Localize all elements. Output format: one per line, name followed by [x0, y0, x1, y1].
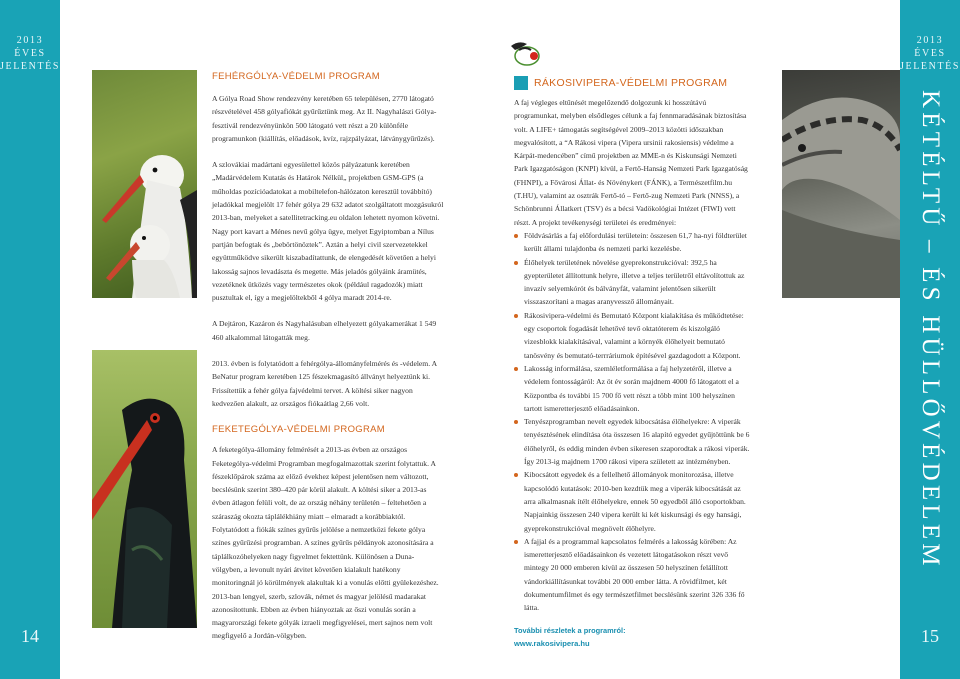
list-item: Földvásárlás a faj előfordulási területein: összesen 61,7 ha-nyi földterület került állami tulajdonba és nemzeti parki kezelésbe.	[514, 229, 750, 256]
viper-section-heading	[514, 76, 750, 90]
right-report-header	[900, 34, 960, 73]
black-stork-photo	[92, 350, 197, 628]
black-stork-section-title: FEKETEGÓLYA-VÉDELMI PROGRAM	[212, 424, 385, 436]
left-header-label: JELENTÉS	[0, 61, 61, 72]
white-stork-illustration	[92, 70, 197, 298]
more-info-label: További részletek a programról:	[514, 625, 626, 635]
left-header-year: 2013 ÉVES	[14, 35, 46, 59]
viper-illustration	[782, 70, 900, 298]
list-item: Élőhelyek területének növelése gyeprekonstrukcióval: 392,5 ha gyepterületet állítottunk helyre, illetve a teljes területről eltávolítottuk az invazív selyemkórót és bálványfát, valamint jelentősen sikerült visszaszorítani a magas aranyvessző állományait.	[514, 256, 750, 309]
white-stork-paragraph: 2013. évben is folytatódott a fehérgólya-állományfelmérés és -védelem. A BeNatur program keretében 125 fészekmagasító állványt helyeztünk ki. Frissítettük a fehér gólya fajvédelmi tervet. A költési siker nagyon kedvezően alakult, az országos fiókaátlag 2,66 volt.	[212, 359, 437, 408]
viper-results-list	[514, 229, 750, 615]
left-text-column	[212, 70, 444, 643]
bird-logo-icon	[505, 36, 543, 68]
white-stork-paragraph: A Gólya Road Show rendezvény keretében 65 településen, 2770 látogató részvételével 458 gólyafiókát gyűrűztünk meg. Az II. Nagyhalászi Gólya-fesztivál rendezvényünkön 500 látogató vett részt a 20 különféle programunkon (kiállítás, előadások, kvíz, rajzpályázat, látványgyűrűzés).	[212, 94, 437, 143]
right-header-label: JELENTÉS	[900, 61, 960, 72]
list-item: A fajjal és a programmal kapcsolatos felmérés a lakosság körében: Az ismeretterjesztő előadásainkon és vezetett látogatásokon részt vevő mintegy 20 000 emberen kívül az összesen 50 helyszínen felállított vándorkiállításunkat további 20 000 ember látta. A rövidfilmet, két dokumentumfilmet és egy természetfilmet becslésünk szerint 326 336 fő látta.	[514, 535, 750, 615]
white-stork-section-title: FEHÉRGÓLYA-VÉDELMI PROGRAM	[212, 71, 380, 82]
list-item: Tenyészprogramban nevelt egyedek kibocsátása élőhelyekre: A viperák tenyésztésének elindítása óta összesen 16 alapító egyedet gyűjtöttünk be 6 élőhelyről, és eddig minden évben sikeresen szaporodtak a rákosi viperák. Így 2013-ig majdnem 1700 rákosi vipera született az intézményben.	[514, 415, 750, 468]
right-text-column	[514, 76, 750, 650]
right-page-number: 15	[921, 626, 939, 646]
white-stork-paragraph: A Dejtáron, Kazáron és Nagyhalásuban elhelyezett gólyakamerákat 1 549 460 alkalommal látogatták meg.	[212, 319, 437, 342]
mme-logo	[505, 36, 543, 68]
left-report-header	[0, 34, 60, 73]
viper-section-title: RÁKOSIVIPERA-VÉDELMI PROGRAM	[534, 77, 728, 89]
black-stork-paragraph: A feketególya-állomány felmérését a 2013-as évben az országos Feketególya-védelmi Programban megfogalmazottak szerint folytattuk. A fészeklőpárok száma az előző évekhez képest jelentősen nem változott, becslésünk szerint 380–420 pár körül alakult. A költési siker a 2013-as évben átlagon felüli volt, de az ország néhány területén – feltehetően a száraszág okozta táplálékhiány miatt – elmaradt a korábbiaktól. Folytatódott a fiókák színes gyűrűs jelölése a nemzetközi fekete gólya színes gyűrűzési programban. A színes gyűrűs példányok azonosítására a táplálkozóhelyeken nagy figyelmet fektettünk. Különösen a Duna-völgyben, a levonult nyári átvitet követően kialakult hatékony monitoringnál jó körülmények alakultak ki a vonulás előtti gyülekezéshez. 2013-ban lengyel, szerb, szlovák, német és magyar jelölésű madarakat azonosítottunk. Ebben az évben hiányoztak az őszi vonulás során a magyarországi fekete gólyák izraeli megfigyelései, mert sajnos nem volt megfigyelő a Jordán-völgyben.	[212, 445, 439, 641]
white-stork-photo	[92, 70, 197, 298]
list-item: Rákosivipera-védelmi és Bemutató Központ kialakítása és működtetése: egy csoportok fogadását lehetővé tevő oktatóterem és kiszolgáló vizesblokk kialakításával, valamint a környék élőhelyeit bemutató tanösvény és bemutató-terrráriumok építésével gazdagodott a Központ.	[514, 309, 750, 362]
white-stork-paragraph: A szlovákiai madártani egyesülettel közös pályázatunk keretében „Madárvédelem Kutatás és Határok Nélkül„ projektben GSM-GPS (a műholdas pozícióadatokat a mobiltelefon-hálózaton keresztül továbbító) jeladókkal megjelölt 17 fehér gólya 29 632 adatot szolgáltatott mozgásukról 2013-ban, melyeket a satellitetracking.eu oldalon lehetett nyomon követni. Nagy port kavart a Ménes nevű gólya ügye, melyet Egyiptomban a Nílus partján befogtak és „bebörtönöztek”. Aztán a helyi civil szervezetekkel együttműködve sikerült kiszabadítattunk, de elengedését követően a helyi lakosság sajnos levadászta és megette. Más jeladós gólyáink áramütés, vezetéknek ütközés vagy természetes okok (például ragadozók) miatt pusztultak el, így a megjelöltekből 4 gólya maradt 2014-re.	[212, 160, 444, 303]
left-margin-band	[0, 0, 60, 679]
left-page-number: 14	[21, 626, 39, 646]
right-margin-band	[900, 0, 960, 679]
list-item: Lakosság informálása, szemléletformálása a faj helyzetéről, illetve a védelem fontosságáról: Az öt év során majdnem 4000 fő látogatott el a Központba és további 15 700 fő vett részt a több mint 100 helyszínen tartott ismeretterjesztő előadásainkon.	[514, 362, 750, 415]
list-item: Kibocsátott egyedek és a fellelhető állományok monitorozása, illetve kapcsolódó kutatások: 2010-ben kezdtük meg a viperák kibocsátását az arra alkalmasnak ítélt élőhelyekre, ennek 50 egyedből álló csoportokban. Napjainkig összesen 240 vipera került ki két kiskunsági és egy hansági, gyeprekonstrukcióval megnövelt élőhelyre.	[514, 468, 750, 534]
heading-square-icon	[514, 76, 528, 90]
black-stork-illustration	[92, 350, 197, 628]
viper-photo	[782, 70, 900, 298]
vertical-section-title	[902, 90, 958, 580]
right-header-year: 2013 ÉVES	[914, 35, 946, 59]
more-info-link[interactable]: www.rakosivipera.hu	[514, 638, 590, 648]
vertical-section-title-text: KÉTÉLTŰ – ÉS HÜLLŐVÉDELEM	[917, 90, 944, 570]
viper-intro-paragraph: A faj végleges eltűnését megelőzendő dolgozunk ki hosszútávú programunkat, melyben elsődleges célunk a faj fennmaradásának biztosítása volt. A LIFE+ támogatás segítségével 2009–2013 közötti időszakban megvalósított, a “A Rákosi vipera (Vipera ursinii rakosiensis) védelme a Kárpát-medencében” című projektben az MME-n és Kiskunsági Nemzeti Park Igazgatóságon (KNPI) kívül, a Fertő-Hanság Nemzeti Park Igazgatóság (FHNPI), a Fővárosi Állat- és Növénykert (FÁNK), a Természetfilm.hu (T.HU), valamint az osztrák Fertő-tó – Fertő-zug Nemzeti Park (NNSS), a Schönbrunni Állatkert (TSV) és a bécsi Vadökológiai Intézet (FIWI) vett részt. A projekt tevékenységi területei és eredményei:	[514, 98, 748, 227]
